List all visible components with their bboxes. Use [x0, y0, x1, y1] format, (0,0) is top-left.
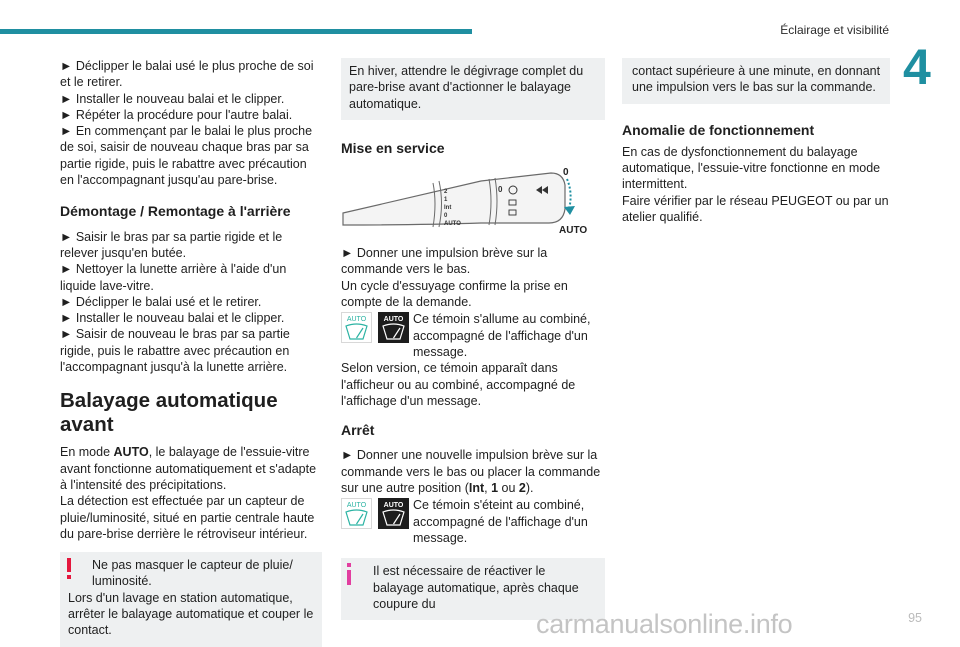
winter-note-box	[341, 58, 605, 120]
intro-text: En mode	[60, 445, 114, 460]
version-text: Selon version, ce témoin apparaît dans l'afficheur ou au combiné, accompagné de l'affichage d'un message.	[341, 361, 576, 408]
step: ► Saisir de nouveau le bras par sa partie rigide, puis le rabattre avec précaution en l'accompagnant jusqu'à la lunette arrière.	[60, 327, 290, 375]
intro-paragraph	[60, 444, 322, 493]
detection-paragraph: La détection est effectuée par un capteur de pluie/luminosité, situé en partie centrale haute du pare-brise derrière le rétroviseur intérieur.	[60, 494, 315, 541]
stalk-bottom-label: AUTO	[559, 225, 588, 237]
warning-text-1: Ne pas masquer le capteur de pluie/ luminosité.	[92, 558, 293, 589]
svg-text:AUTO: AUTO	[383, 316, 404, 324]
column-1	[60, 58, 322, 647]
step: ► Déclipper le balai usé et le retirer.	[60, 294, 262, 309]
warning-box	[60, 552, 322, 646]
info-icon	[345, 563, 353, 585]
arret-heading: Arrêt	[341, 422, 375, 439]
lamp-on-text: Ce témoin s'allume au combiné, accompagné de l'affichage d'un message.	[413, 312, 591, 359]
anomaly-check: Faire vérifier par le réseau PEUGEOT ou par un atelier qualifié.	[622, 193, 889, 225]
auto-wiper-lamp-outline-icon	[341, 498, 372, 529]
column-2	[341, 58, 605, 620]
mise-cycle: Un cycle d'essuyage confirme la prise en compte de la demande.	[341, 278, 568, 310]
auto-wiper-lamp-outline-icon	[341, 312, 372, 343]
stalk-pos-int: Int	[444, 205, 452, 212]
step: ► Déclipper le balai usé le plus proche de soi et le retirer.	[60, 59, 314, 90]
step: ► Installer le nouveau balai et le clipper.	[60, 311, 285, 326]
lamp-on-row	[341, 311, 605, 360]
column-3	[622, 58, 890, 225]
stalk-top-label: 0	[563, 167, 569, 179]
warning-text-2: Lors d'un lavage en station automatique, arrêter le balayage automatique et couper le contact.	[68, 590, 314, 638]
warning-exclamation-icon	[65, 558, 73, 580]
page-number: 95	[908, 611, 922, 625]
auto-wiper-lamp-filled-icon	[378, 498, 409, 529]
stalk-pos-auto: AUTO	[444, 221, 461, 228]
watermark: carmanualsonline.info	[536, 609, 793, 639]
stalk-pos-2: 2	[444, 189, 448, 196]
info-text: Il est nécessaire de réactiver le balayage automatique, après chaque coupure du	[373, 564, 579, 611]
arrow-down-icon	[564, 206, 575, 215]
svg-text:AUTO: AUTO	[383, 502, 404, 510]
lamp-off-row	[341, 497, 605, 546]
continued-note-box	[622, 58, 890, 104]
section-title: Balayage automatique avant	[60, 389, 278, 437]
lamp-off-text: Ce témoin s'éteint au combiné, accompagné de l'affichage d'un message.	[413, 498, 588, 545]
step: ► Répéter la procédure pour l'autre balai.	[60, 107, 293, 122]
intro-text-end: , le balayage de l'essuie-vitre avant fonctionne automatiquement et s'adapte à l'intensité des précipitations.	[60, 445, 317, 492]
stalk-pos-1: 1	[444, 197, 448, 204]
header-accent-bar	[0, 29, 472, 34]
winter-note: En hiver, attendre le dégivrage complet du pare-brise avant d'actionner le balayage automatique.	[349, 64, 584, 111]
svg-text:AUTO: AUTO	[346, 502, 367, 510]
step: ► Saisir le bras par sa partie rigide et le relever jusqu'en butée.	[60, 229, 283, 260]
step: ► Nettoyer la lunette arrière à l'aide d'un liquide lave-vitre.	[60, 262, 287, 293]
step: ► Installer le nouveau balai et le clipper.	[60, 91, 285, 106]
stalk-pos-0: 0	[444, 213, 448, 220]
anomaly-text: En cas de dysfonctionnement du balayage automatique, l'essuie-vitre fonctionne en mode intermittent.	[622, 144, 881, 192]
svg-text:AUTO: AUTO	[346, 316, 367, 324]
wiper-stalk-illustration	[341, 165, 591, 237]
mise-heading: Mise en service	[341, 139, 445, 156]
rear-heading: Démontage / Remontage à l'arrière	[60, 203, 291, 220]
anomaly-heading: Anomalie de fonctionnement	[622, 121, 815, 138]
auto-wiper-lamp-filled-icon	[378, 312, 409, 343]
intro-auto-bold: AUTO	[113, 445, 149, 460]
arret-step: ► Donner une nouvelle impulsion brève sur la commande vers le bas ou placer la commande sur une autre position (Int, 1 ou 2).	[341, 448, 601, 496]
stalk-ring-0: 0	[498, 185, 503, 195]
mise-step: ► Donner une impulsion brève sur la commande vers le bas.	[341, 246, 548, 277]
continued-note: contact supérieure à une minute, en donnant une impulsion vers le bas sur la commande.	[632, 64, 881, 95]
page-header-title: Éclairage et visibilité	[780, 23, 889, 37]
step: ► En commençant par le balai le plus proche de soi, saisir de nouveau chaque bras par sa partie rigide, puis le rabattre avec précaution en l'accompagnant jusqu'au pare-brise.	[60, 124, 313, 188]
chapter-number: 4	[903, 39, 931, 95]
